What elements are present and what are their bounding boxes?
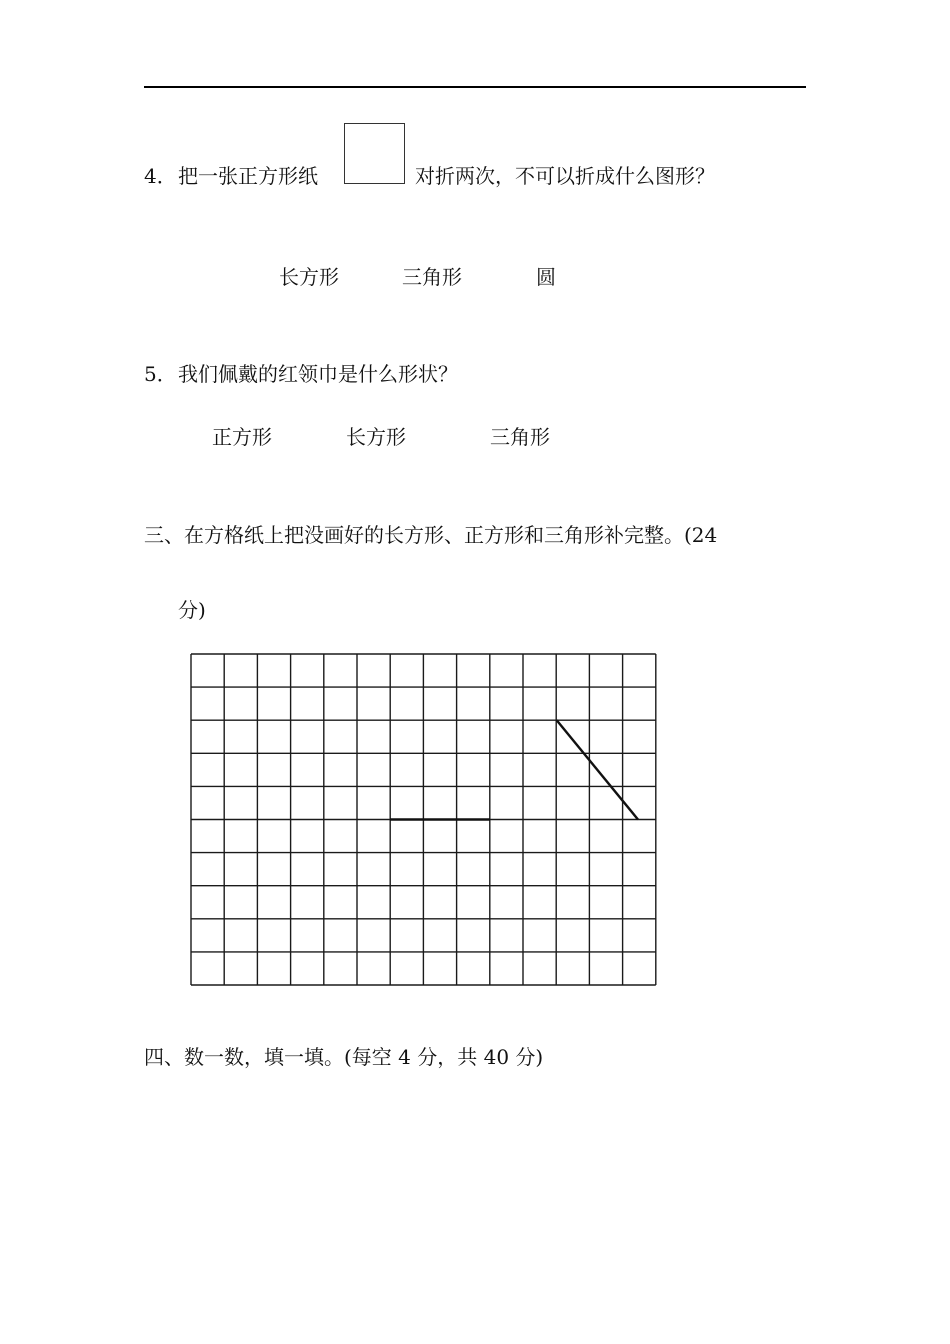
q4-option-2: 三角形: [402, 265, 462, 289]
section4-title: 四、数一数，填一填。(每空 4 分，共 40 分): [144, 1045, 544, 1069]
q5-option-1: 正方形: [212, 425, 272, 449]
q5-number: 5．: [144, 362, 177, 386]
q4-text-before: 把一张正方形纸: [178, 164, 318, 188]
q4-option-3: 圆: [536, 265, 556, 289]
q4-text-after: 对折两次，不可以折成什么图形？: [415, 164, 715, 188]
q5-option-3: 三角形: [490, 425, 550, 449]
q5-option-2: 长方形: [346, 425, 406, 449]
q5-text: 我们佩戴的红领巾是什么形状？: [178, 362, 458, 386]
incomplete-shape-diagonal-segment: [557, 720, 639, 820]
header-rule: [144, 86, 806, 88]
square-grid-paper: [190, 653, 658, 987]
q4-option-1: 长方形: [279, 265, 339, 289]
q4-number: 4．: [144, 164, 177, 188]
square-paper-figure: [344, 123, 405, 184]
section3-title-line1: 三、在方格纸上把没画好的长方形、正方形和三角形补完整。(24: [144, 523, 718, 547]
section3-title-line2: 分): [178, 598, 206, 622]
